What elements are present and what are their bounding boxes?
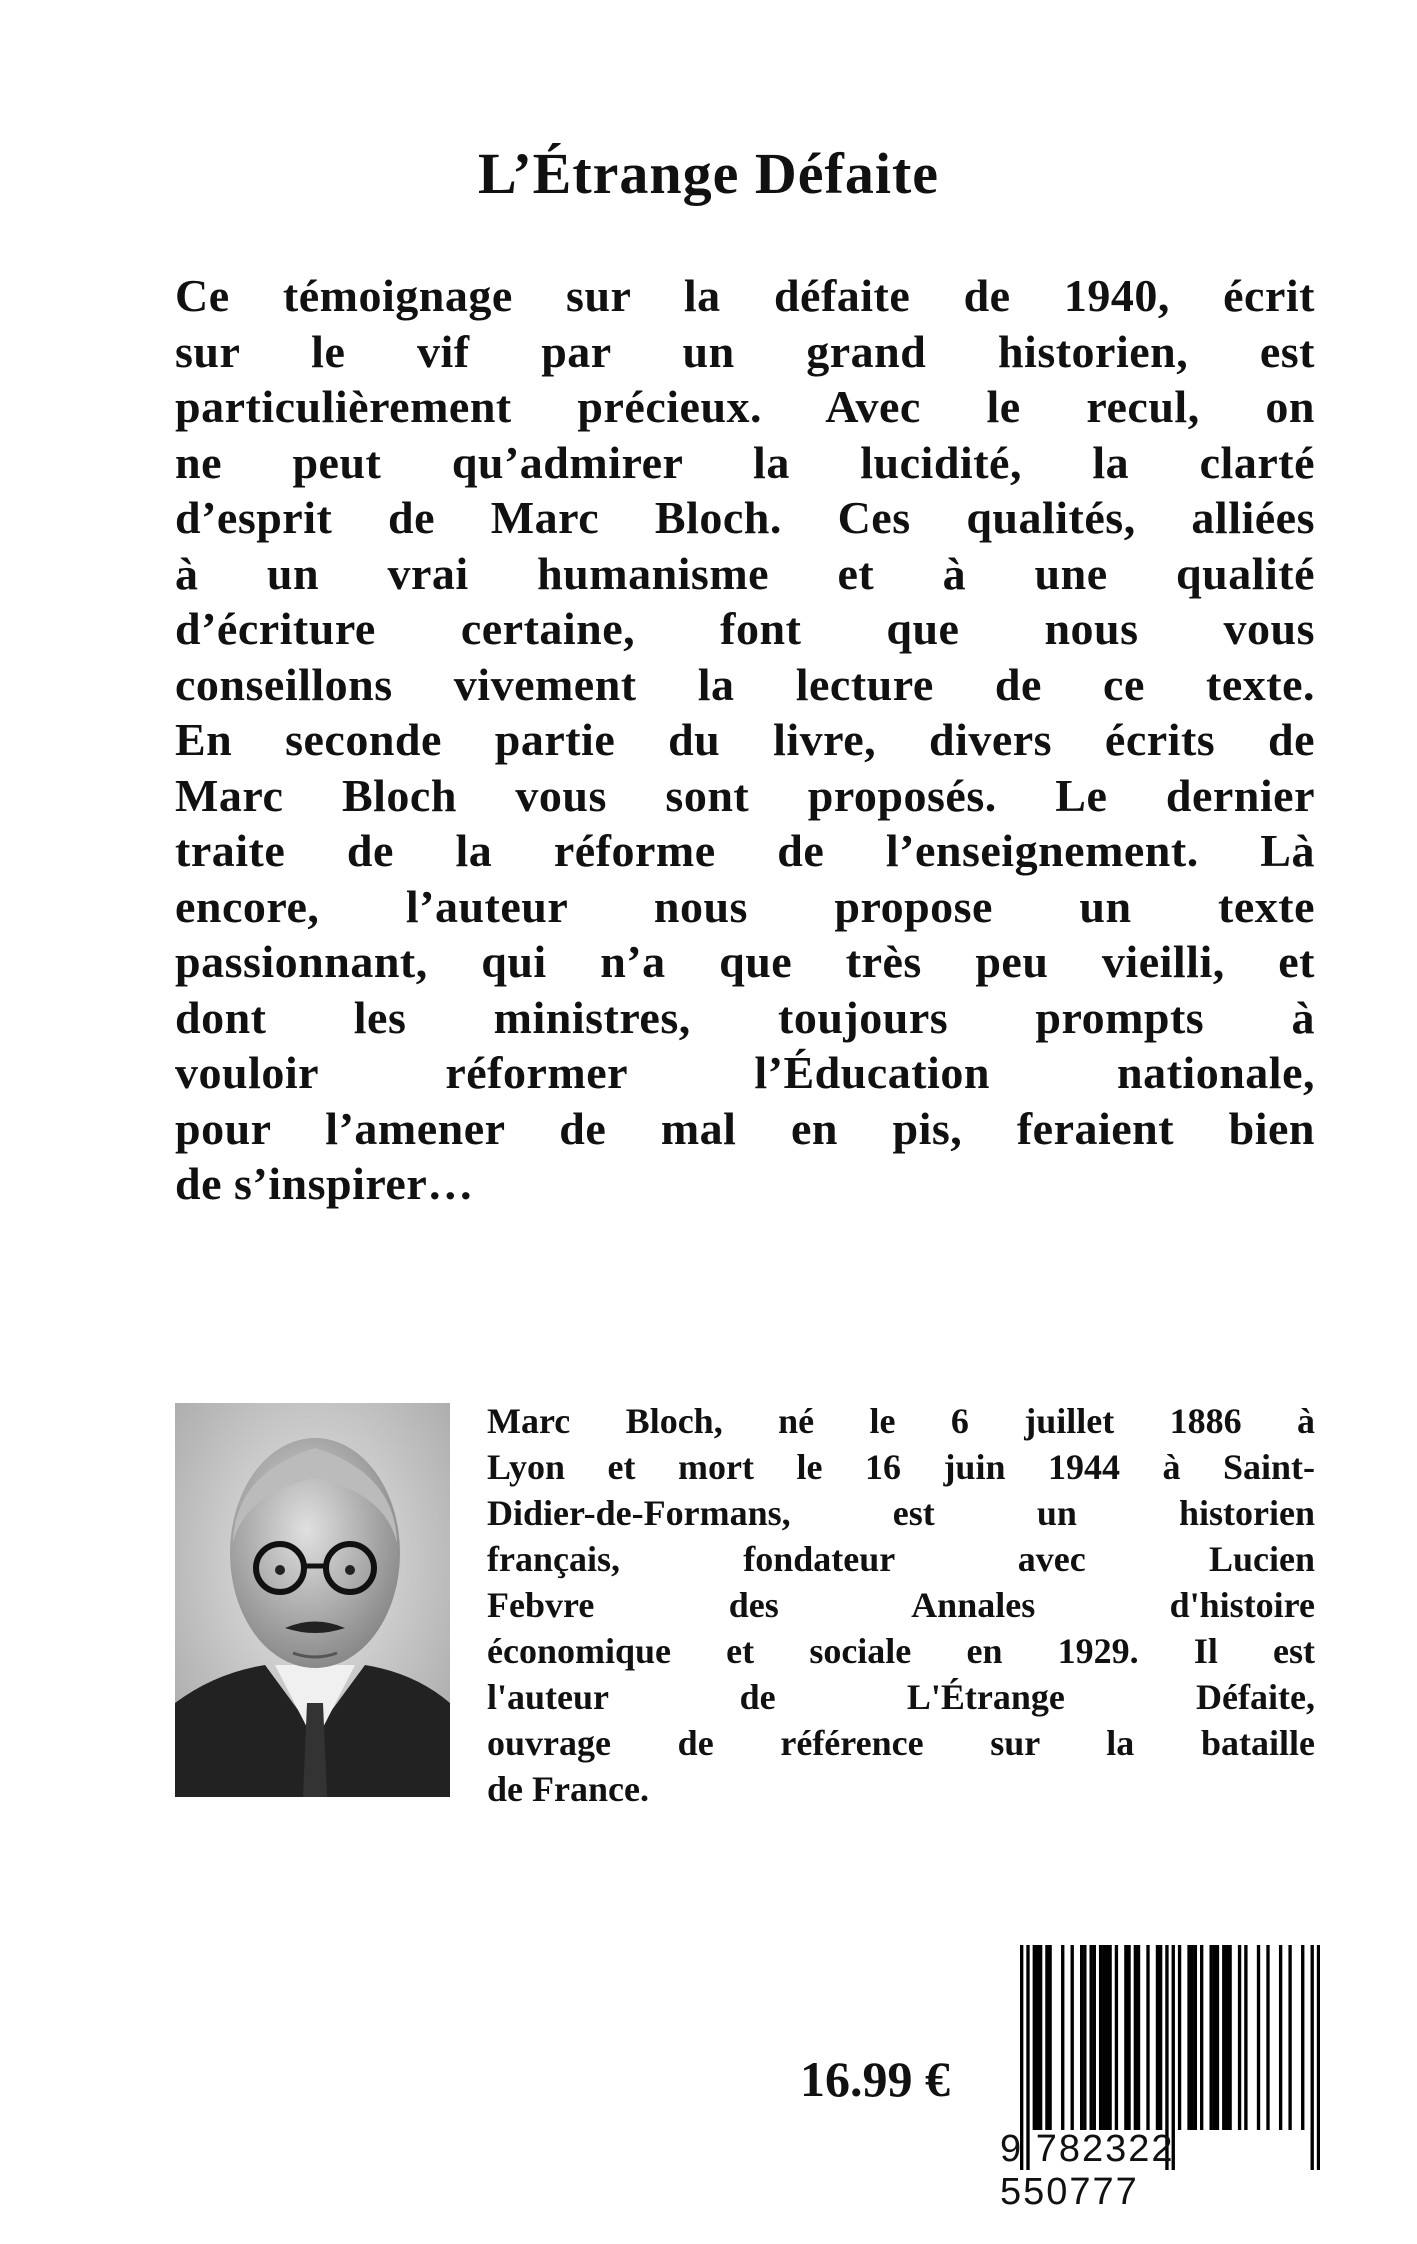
barcode-bar (1039, 1945, 1042, 2130)
barcode-bar (1089, 1945, 1092, 2130)
barcode-bar (1036, 1945, 1039, 2130)
barcode-bar (1099, 1945, 1102, 2130)
bio-line: français, fondateur avec Lucien (487, 1539, 1315, 1579)
barcode-bar (1071, 1945, 1074, 2130)
barcode-bar (1127, 1945, 1130, 2130)
barcode-bar (1159, 1945, 1162, 2130)
barcode-bar (1209, 1945, 1212, 2130)
summary-line: à un vrai humanisme et à une qualité (175, 547, 1315, 599)
barcode-bar (1187, 1945, 1190, 2130)
barcode-bar (1108, 1945, 1111, 2130)
summary-line: conseillons vivement la lecture de ce texte. (175, 658, 1315, 710)
barcode-bar (1146, 1945, 1149, 2130)
bio-line: l'auteur de L'Étrange Défaite, (487, 1677, 1315, 1717)
summary-line: dont les ministres, toujours prompts à (175, 991, 1315, 1043)
bio-line: Didier-de-Formans, est un historien (487, 1493, 1315, 1533)
barcode-bar (1134, 1945, 1137, 2130)
summary-line: ne peut qu’admirer la lucidité, la clarté (175, 436, 1315, 488)
barcode-bar (1045, 1945, 1048, 2130)
barcode-bar (1225, 1945, 1228, 2130)
summary-line: particulièrement précieux. Avec le recul, on (175, 381, 1315, 432)
author-photo (175, 1403, 450, 1797)
barcode-bar (1093, 1945, 1096, 2130)
barcode-bar (1080, 1945, 1083, 2130)
barcode-bar (1279, 1945, 1282, 2130)
book-summary (175, 268, 1315, 1212)
book-title: L’Étrange Défaite (477, 141, 940, 206)
barcode-bar (1238, 1945, 1241, 2130)
summary-line: En seconde partie du livre, divers écrits de (175, 714, 1315, 765)
summary-line: Marc Bloch vous sont proposés. Le dernier (175, 769, 1315, 821)
barcode-bar (1124, 1945, 1127, 2130)
barcode-bar (1048, 1945, 1051, 2130)
barcode-bar (1228, 1945, 1231, 2130)
barcode-bar (1156, 1945, 1159, 2130)
author-biography (487, 1398, 1315, 1812)
barcode-bar (1102, 1945, 1105, 2130)
barcode-bar (1288, 1945, 1291, 2130)
summary-line: pour l’amener de mal en pis, feraient bien (175, 1102, 1315, 1154)
barcode-bar (1083, 1945, 1086, 2130)
summary-line: sur le vif par un grand historien, est (175, 325, 1315, 377)
summary-line: d’esprit de Marc Bloch. Ces qualités, alliées (175, 492, 1315, 543)
barcode-bar (1266, 1945, 1269, 2130)
barcode-bar (1200, 1945, 1203, 2130)
bio-line: Marc Bloch, né le 6 juillet 1886 à (487, 1401, 1315, 1441)
barcode-bar (1194, 1945, 1197, 2130)
summary-line: vouloir réformer l’Éducation nationale, (175, 1047, 1315, 1098)
barcode-bar (1115, 1945, 1118, 2130)
summary-line: encore, l’auteur nous propose un texte (175, 880, 1315, 932)
barcode-bar (1061, 1945, 1064, 2130)
barcode-bar (1257, 1945, 1260, 2130)
barcode-bar (1244, 1945, 1247, 2130)
barcode-bar (1301, 1945, 1304, 2130)
bio-line: Febvre des Annales d'histoire (487, 1585, 1315, 1625)
price: 16.99 € (800, 2051, 950, 2107)
barcode-bar (1033, 1945, 1036, 2130)
barcode-bar (1191, 1945, 1194, 2130)
barcode-bar (1222, 1945, 1225, 2130)
summary-line: Ce témoignage sur la défaite de 1940, écrit (175, 270, 1315, 321)
bio-line: ouvrage de référence sur la bataille (487, 1723, 1315, 1763)
summary-line: passionnant, qui n’a que très peu vieilli, et (175, 936, 1315, 987)
isbn-number: 9 782322 550777 (1000, 2128, 1175, 2213)
barcode-bar (1216, 1945, 1219, 2130)
barcode-bar (1137, 1945, 1140, 2130)
bio-line: Lyon et mort le 16 juin 1944 à Saint- (487, 1447, 1315, 1487)
barcode-bar (1213, 1945, 1216, 2130)
summary-line: de s’inspirer… (175, 1158, 474, 1209)
barcode-bar (1105, 1945, 1108, 2130)
bio-line: économique et sociale en 1929. Il est (487, 1631, 1315, 1671)
bio-line: de France. (487, 1769, 649, 1809)
barcode-bar (1178, 1945, 1181, 2130)
summary-line: d’écriture certaine, font que nous vous (175, 603, 1315, 654)
summary-line: traite de la réforme de l’enseignement. Là (175, 825, 1315, 876)
